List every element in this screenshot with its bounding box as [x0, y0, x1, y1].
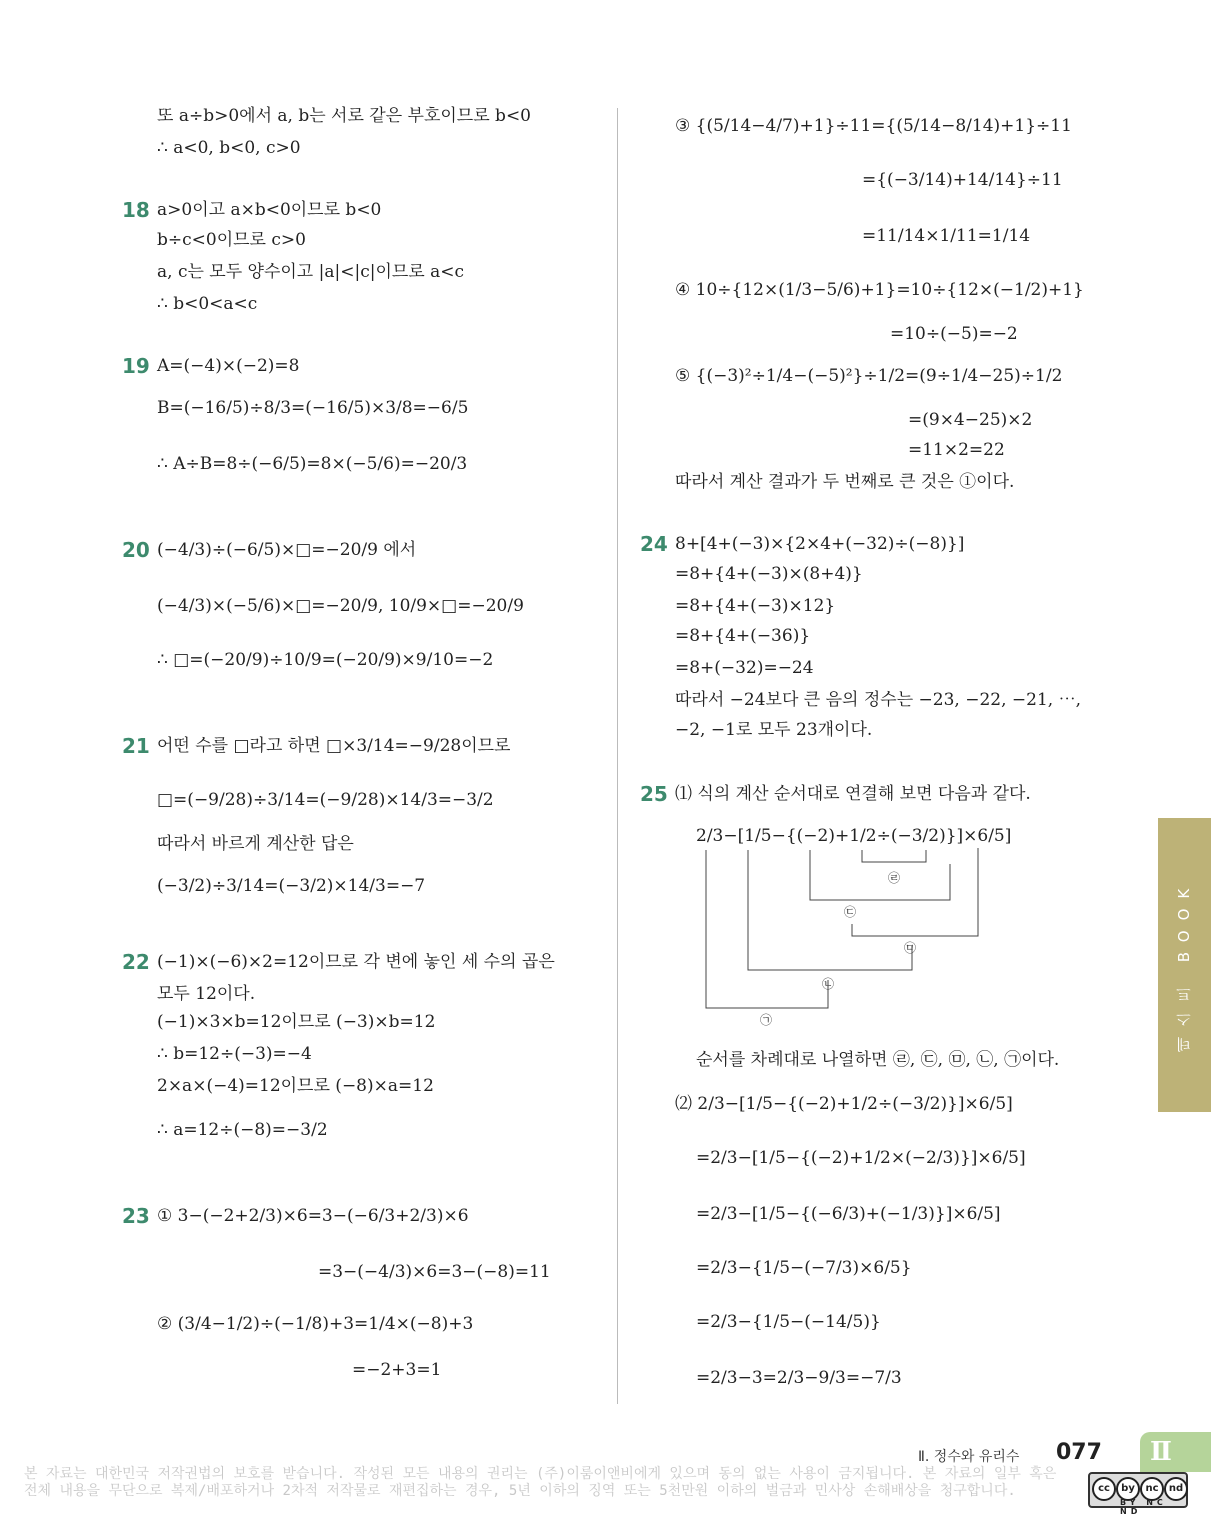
- math-line: ∴ a=12÷(−8)=−3/2: [157, 1120, 328, 1140]
- problem-number-19: 19: [122, 354, 150, 378]
- nd-icon: nd: [1164, 1477, 1188, 1501]
- text-line: ∴ b<0<a<c: [157, 294, 258, 314]
- math-line: ={(−3/14)+14/14}÷11: [862, 170, 1063, 190]
- calculation-order-diagram: [696, 812, 996, 1032]
- problem-number-24: 24: [640, 532, 668, 556]
- math-line: =11/14×1/11=1/14: [862, 226, 1031, 246]
- text-line: a, c는 모두 양수이고 |a|<|c|이므로 a<c: [157, 262, 465, 282]
- text-line: 2×a×(−4)=12이므로 (−8)×a=12: [157, 1076, 434, 1096]
- nc-icon: nc: [1140, 1477, 1164, 1501]
- math-line: =2/3−[1/5−{(−6/3)+(−1/3)}]×6/5]: [696, 1204, 1001, 1224]
- math-line: =11×2=22: [908, 440, 1005, 460]
- math-line: ∴ A÷B=8÷(−6/5)=8×(−5/6)=−20/3: [157, 454, 468, 474]
- diagram-label-nieun: ㉡: [822, 977, 835, 991]
- diagram-label-mieum: ㉤: [904, 941, 917, 955]
- text-line: ∴ a<0, b<0, c>0: [157, 138, 301, 158]
- text-line: 모두 12이다.: [157, 984, 256, 1004]
- math-line: =2/3−3=2/3−9/3=−7/3: [696, 1368, 902, 1388]
- math-line: ① 3−(−2+2/3)×6=3−(−6/3+2/3)×6: [157, 1206, 469, 1226]
- text-line: −2, −1로 모두 23개이다.: [675, 720, 873, 740]
- math-line: =2/3−{1/5−(−14/5)}: [696, 1312, 881, 1332]
- math-line: =8+{4+(−3)×12}: [675, 596, 836, 616]
- side-tab-label: 테스트 BOOK: [1175, 878, 1193, 1052]
- text-line: ∴ b=12÷(−3)=−4: [157, 1044, 312, 1064]
- math-line: 8+[4+(−3)×{2×4+(−32)÷(−8)}]: [675, 534, 965, 554]
- math-line: =2/3−[1/5−{(−2)+1/2×(−2/3)}]×6/5]: [696, 1148, 1026, 1168]
- problem-number-23: 23: [122, 1204, 150, 1228]
- diagram-label-rieul: ㉣: [888, 871, 901, 885]
- math-line: 2/3−[1/5−{(−2)+1/2÷(−3/2)}]×6/5]: [696, 826, 1012, 846]
- text-line: (−1)×3×b=12이므로 (−3)×b=12: [157, 1012, 436, 1032]
- copyright-watermark: 본 자료는 대한민국 저작권법의 보호를 받습니다. 작성된 모든 내용의 권리는 (주)이룸이앤비에게 있으며 동의 없는 사용이 금지됩니다. 본 자료의 일부 혹은 전체 내용을 무단으로 복제/배포하거나 2차적 저작물로 재편집하는 경우, 5년 이하의 징역 또는 5천만원 이하의 벌금과 민사상 손해배상을 청구합니다.: [24, 1466, 1057, 1499]
- side-tab: [1158, 818, 1211, 1112]
- problem-number-18: 18: [122, 198, 150, 222]
- text-line: A=(−4)×(−2)=8: [157, 356, 300, 376]
- math-line: ④ 10÷{12×(1/3−5/6)+1}=10÷{12×(−1/2)+1}: [675, 280, 1084, 300]
- math-line: =8+{4+(−36)}: [675, 626, 811, 646]
- math-line: (−4/3)×(−5/6)×□=−20/9, 10/9×□=−20/9: [157, 596, 524, 616]
- chapter-badge: Ⅱ: [1140, 1432, 1211, 1472]
- math-line: =3−(−4/3)×6=3−(−8)=11: [318, 1262, 551, 1282]
- column-divider: [617, 108, 618, 1404]
- math-line: =−2+3=1: [352, 1360, 442, 1380]
- problem-number-21: 21: [122, 734, 150, 758]
- cc-license-badge: [1088, 1472, 1188, 1516]
- text-line: 어떤 수를 □라고 하면 □×3/14=−9/28이므로: [157, 736, 511, 756]
- problem-number-22: 22: [122, 950, 150, 974]
- math-line: ⑤ {(−3)²÷1/4−(−5)²}÷1/2=(9÷1/4−25)÷1/2: [675, 366, 1063, 386]
- diagram-label-digeut: ㉢: [844, 905, 857, 919]
- cc-icon: cc: [1092, 1477, 1116, 1501]
- text-line: b÷c<0이므로 c>0: [157, 230, 306, 250]
- math-line: =8+(−32)=−24: [675, 658, 814, 678]
- by-icon: by: [1116, 1477, 1140, 1501]
- math-line: B=(−16/5)÷8/3=(−16/5)×3/8=−6/5: [157, 398, 469, 418]
- math-line: =10÷(−5)=−2: [890, 324, 1018, 344]
- math-line: (−4/3)÷(−6/5)×□=−20/9 에서: [157, 540, 417, 560]
- math-line: ② (3/4−1/2)÷(−1/8)+3=1/4×(−8)+3: [157, 1314, 474, 1334]
- math-line: =2/3−{1/5−(−7/3)×6/5}: [696, 1258, 912, 1278]
- text-line: ⑴ 식의 계산 순서대로 연결해 보면 다음과 같다.: [675, 784, 1031, 804]
- text-line: (−1)×(−6)×2=12이므로 각 변에 놓인 세 수의 곱은: [157, 952, 555, 972]
- math-line: =8+{4+(−3)×(8+4)}: [675, 564, 863, 584]
- math-line: ③ {(5/14−4/7)+1}÷11={(5/14−8/14)+1}÷11: [675, 116, 1072, 136]
- math-line: ⑵ 2/3−[1/5−{(−2)+1/2÷(−3/2)}]×6/5]: [675, 1094, 1013, 1114]
- text-line: 따라서 바르게 계산한 답은: [157, 834, 354, 854]
- math-line: =(9×4−25)×2: [908, 410, 1033, 430]
- text-line: 또 a÷b>0에서 a, b는 서로 같은 부호이므로 b<0: [157, 106, 531, 126]
- text-line: 순서를 차례대로 나열하면 ㉣, ㉢, ㉤, ㉡, ㉠이다.: [696, 1050, 1060, 1070]
- diagram-label-giyeok: ㉠: [760, 1013, 773, 1027]
- license-label: BY NC ND: [1120, 1498, 1167, 1516]
- problem-number-20: 20: [122, 538, 150, 562]
- text-line: 따라서 계산 결과가 두 번째로 큰 것은 ①이다.: [675, 472, 1015, 492]
- footer-section-title: Ⅱ. 정수와 유리수: [918, 1449, 1020, 1465]
- text-line: 따라서 −24보다 큰 음의 정수는 −23, −22, −21, ⋯,: [675, 690, 1081, 710]
- math-line: ∴ □=(−20/9)÷10/9=(−20/9)×9/10=−2: [157, 650, 494, 670]
- text-line: a>0이고 a×b<0이므로 b<0: [157, 200, 382, 220]
- problem-number-25: 25: [640, 782, 668, 806]
- math-line: □=(−9/28)÷3/14=(−9/28)×14/3=−3/2: [157, 790, 494, 810]
- page-number: 077: [1056, 1440, 1102, 1465]
- math-line: (−3/2)÷3/14=(−3/2)×14/3=−7: [157, 876, 426, 896]
